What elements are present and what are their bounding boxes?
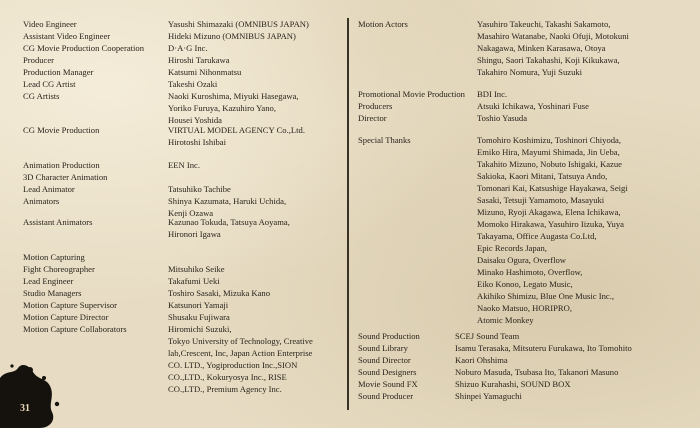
credit-role: Lead Animator <box>23 184 75 194</box>
credit-names: Yasushi Shimazaki (OMNIBUS JAPAN) <box>168 19 309 29</box>
credit-role: Motion Capture Supervisor <box>23 300 118 310</box>
credit-role: Animators <box>23 196 60 206</box>
credit-role: Motion Actors <box>358 19 408 29</box>
credit-role: Director <box>358 113 387 123</box>
credit-names: EEN Inc. <box>168 160 200 170</box>
credit-role: Sound Producer <box>358 391 414 401</box>
credit-names: Takeshi Ozaki <box>168 79 218 89</box>
credit-role: 3D Character Animation <box>23 172 108 182</box>
credit-role: Lead CG Artist <box>23 79 76 89</box>
credit-role: Sound Director <box>358 355 411 365</box>
credit-names: Shizuo Kurahashi, SOUND BOX <box>455 379 571 389</box>
credit-names: Kazunao Tokuda, Tatsuya Aoyama, Hironori Igawa <box>168 217 290 239</box>
credit-names: Katsumi Nihonmatsu <box>168 67 242 77</box>
credit-role: Motion Capturing <box>23 252 85 262</box>
credit-role: Producers <box>358 101 393 111</box>
credit-names: Shinya Kazumata, Haruki Uchida, Kenji Ozawa <box>168 196 287 218</box>
credit-names: Takafumi Ueki <box>168 276 220 286</box>
credit-role: CG Artists <box>23 91 60 101</box>
credit-role: Motion Capture Director <box>23 312 109 322</box>
credit-names: D·A·G Inc. <box>168 43 208 53</box>
credit-names: Kaori Ohshima <box>455 355 508 365</box>
credit-role: Lead Engineer <box>23 276 74 286</box>
credit-names: Noburo Masuda, Tsubasa Ito, Takanori Masuno <box>455 367 619 377</box>
credit-role: CG Movie Production Cooperation <box>23 43 145 53</box>
credit-role: Sound Production <box>358 331 420 341</box>
credit-role: Producer <box>23 55 55 65</box>
credit-role: Production Manager <box>23 67 94 77</box>
credit-names: Shusaku Fujiwara <box>168 312 230 322</box>
credit-names: Hiroshi Tarukawa <box>168 55 230 65</box>
credit-names: VIRTUAL MODEL AGENCY Co.,Ltd. Hirotoshi Ishibai <box>168 125 305 147</box>
credit-names: Tatsuhiko Tachibe <box>168 184 231 194</box>
credit-names: Mitsuhiko Seike <box>168 264 225 274</box>
ink-splatter-icon <box>0 360 64 428</box>
credit-names: Isamu Terasaka, Mitsuteru Furukawa, Ito Tomohito <box>455 343 632 353</box>
credit-role: Studio Managers <box>23 288 82 298</box>
credit-names: Katsunori Yamaji <box>168 300 229 310</box>
credit-names: Tomohiro Koshimizu, Toshinori Chiyoda, Emiko Hira, Mayumi Shimada, Jin Ueba, Takahito Mizuno, Nobuto Ishigaki, Kazue Sakioka, Kaori Mitani, Tatsuya Ando, Tomonari Kai, Katsushige Hayakawa, Seigi Sasaki, Tetsuji Yamamoto, Masayuki Mizuno, Ryoji Akagawa, Elena Ichikawa, Momoko Hirakawa, Yasuhiro Iizuka, Yuya Takayama, Office Augasta Co.Ltd, Epic Records Japan, Daisaku Ogura, Overflow Minako Hashimoto, Overflow, Eiko Konoo, Legato Music, Akihiko Shimizu, Blue One Music Inc., Naoko Matsuo, HORIPRO, Atomic Monkey <box>477 135 628 325</box>
column-divider <box>347 18 349 410</box>
credit-names: Toshio Yasuda <box>477 113 528 123</box>
credit-role: Sound Designers <box>358 367 417 377</box>
credit-names: Hiromichi Suzuki, Tokyo University of Technology, Creative lab,Crescent, Inc, Japan Action Enterprise CO. LTD., Yogiproduction Inc.,SION CO.,LTD., Kokuryosya Inc., RISE CO.,LTD., Premium Agency Inc. <box>168 324 313 394</box>
credit-names: Naoki Kuroshima, Miyuki Hasegawa, Yoriko Furuya, Kazuhiro Yano, Housei Yoshida <box>168 91 299 125</box>
credit-names: SCEJ Sound Team <box>455 331 520 341</box>
credit-role: Animation Production <box>23 160 100 170</box>
credit-role: Fight Choreographer <box>23 264 95 274</box>
credit-names: Yasuhiro Takeuchi, Takashi Sakamoto, Masahiro Watanabe, Naoki Ofuji, Motokuni Nakagawa, Minken Karasawa, Otoya Shingu, Saori Takahashi, Koji Kikukawa, Takahiro Nomura, Yuji Suzuki <box>477 19 629 77</box>
credit-role: Promotional Movie Production <box>358 89 465 99</box>
credit-role: Video Engineer <box>23 19 77 29</box>
credit-role: Movie Sound FX <box>358 379 418 389</box>
credit-role: Sound Library <box>358 343 408 353</box>
credit-names: Shinpei Yamaguchi <box>455 391 522 401</box>
credit-names: Hideki Mizuno (OMNIBUS JAPAN) <box>168 31 296 41</box>
credit-role: Special Thanks <box>358 135 411 145</box>
page-number: 31 <box>20 403 30 414</box>
credit-role: CG Movie Production <box>23 125 100 135</box>
credit-role: Motion Capture Collaborators <box>23 324 127 334</box>
credit-role: Assistant Video Engineer <box>23 31 111 41</box>
credit-names: Toshiro Sasaki, Mizuka Kano <box>168 288 271 298</box>
credit-role: Assistant Animators <box>23 217 93 227</box>
credit-names: Atsuki Ichikawa, Yoshinari Fuse <box>477 101 589 111</box>
credit-names: BDI Inc. <box>477 89 508 99</box>
